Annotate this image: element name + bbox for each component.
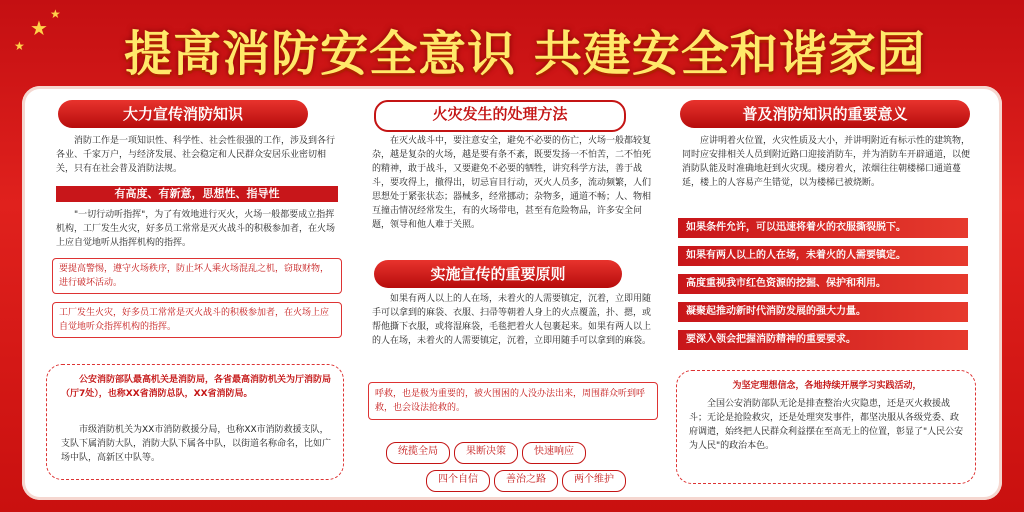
middle-text-2: 如果有两人以上的人在场，未着火的人需要镇定，沉着，立即用随手可以拿到的麻袋、衣服、扫帚等朝着人身上的火点覆盖，扑、摁，或帮他撕下衣服，或将湿麻袋，毛毯把着火人包裹起来。如果有两人以上的人在场，未着火的人需要镇定，沉着，立即用随手可以拿到的麻袋。: [372, 294, 652, 346]
left-intro: 消防工作是一项知识性、科学性、社会性很强的工作，涉及到各行各业、千家万户，与经济发展、社会稳定和人民群众安居乐业密切相关，只有在社会普及消防法规。: [56, 136, 336, 174]
right-note: [676, 370, 976, 484]
right-bar-1: 如果条件允许，可以迅速将着火的衣服撕裂脱下。: [678, 218, 968, 238]
middle-header-1: 火灾发生的处理方法: [374, 100, 626, 132]
left-header: 大力宣传消防知识: [58, 100, 308, 128]
left-note-2: 市级消防机关为XX市消防救援分局，也称XX市消防救援支队，支队下属消防大队，消防大队下属各中队，以街道名称命名，比如广场中队，高新区中队等。: [61, 425, 332, 463]
pill-4: 四个自信: [426, 470, 490, 492]
content-panel: [22, 86, 1002, 500]
right-bar-4: 凝聚起推动新时代消防发展的强大力量。: [678, 302, 968, 322]
right-bar-3: 高度重视我市红色资源的挖掘、保护和利用。: [678, 274, 968, 294]
left-box-1: [52, 258, 342, 294]
star-icon: ★: [30, 16, 48, 40]
left-subheader: 有高度、有新意，思想性、指导性: [56, 186, 338, 202]
left-box-2-text: 工厂发生火灾，好多员工常常是灭火战斗的积极参加者，在火场上应自觉地听众指挥机构的指挥。: [59, 308, 330, 332]
middle-box-text: 呼救，也是极为重要的，被火围困的人没办法出来，周围群众听到呼救，也会设法抢救的。: [375, 389, 646, 413]
left-quote: "一切行动听指挥"，为了有效地进行灭火，火场一般都要成立指挥机构，工厂发生火灾，好多员工常常是灭火战斗的积极参加者，在火场上应自觉地听从指挥机构的指挥。: [56, 210, 336, 248]
page-title: 提高消防安全意识 共建安全和谐家园: [124, 26, 926, 82]
left-note: [46, 364, 344, 480]
middle-text-1: 在灭火战斗中，要注意安全，避免不必要的伤亡，火场一般都较复杂，越是复杂的火场，越是要有条不紊，既要发扬一不怕苦，二不怕死的精神，敢于战斗，又要避免不必要的牺牲，讲究科学方法，善于战斗，要攻得上，撤得出，切忌盲目行动，灭火人员多，流动频繁，人们思想处于紧张状态；器械多，经常挪动；杂物多，通道不畅；人、物相互撞击情况经常发生，有的火场带电，甚至有危险物品，许多安全问题，领导和他人难于关照。: [372, 136, 652, 230]
right-note-title: 为坚定理想信念，各地持续开展学习实践活动，: [732, 381, 922, 391]
right-text: 应讲明着火位置，火灾性质及大小，并讲明附近有标示性的建筑物，同时应安排相关人员到附近路口迎接消防车，并为消防车开辟通道，以便消防队能及时准确地赶到火灾现。楼房着火，浓烟往往朝楼梯口通道蔓延，楼上的人容易产生错觉，以为楼梯已被烧断。: [682, 136, 971, 188]
right-bar-5: 要深入领会把握消防精神的重要要求。: [678, 330, 968, 350]
middle-box: [368, 382, 658, 420]
pill-1: 统揽全局: [386, 442, 450, 464]
pill-6: 两个维护: [562, 470, 626, 492]
right-bar-2: 如果有两人以上的人在场，未着火的人需要镇定。: [678, 246, 968, 266]
left-box-2: [52, 302, 342, 338]
star-icon: ★: [50, 7, 61, 21]
pill-5: 善治之路: [494, 470, 558, 492]
middle-header-2: 实施宣传的重要原则: [374, 260, 622, 288]
pill-2: 果断决策: [454, 442, 518, 464]
pill-3: 快速响应: [522, 442, 586, 464]
left-note-1: 公安消防部队最高机关是消防局，各省最高消防机关为厅消防局（厅7处），也称XX省消防总队，XX省消防局。: [61, 375, 332, 399]
right-note-text: 全国公安消防部队无论是排查整治火灾隐患，还是灭火救援战斗；无论是抢险救灾，还是处理突发事件，都坚决服从各级党委、政府调遣，始终把人民群众利益摆在至高无上的位置，彰显了"人民公安为人民"的政治本色。: [689, 399, 964, 451]
right-header: 普及消防知识的重要意义: [680, 100, 970, 128]
left-box-1-text: 要提高警惕，遵守火场秩序，防止坏人乘火场混乱之机，窃取财物，进行破坏活动。: [59, 264, 330, 288]
star-icon: ★: [14, 39, 25, 53]
